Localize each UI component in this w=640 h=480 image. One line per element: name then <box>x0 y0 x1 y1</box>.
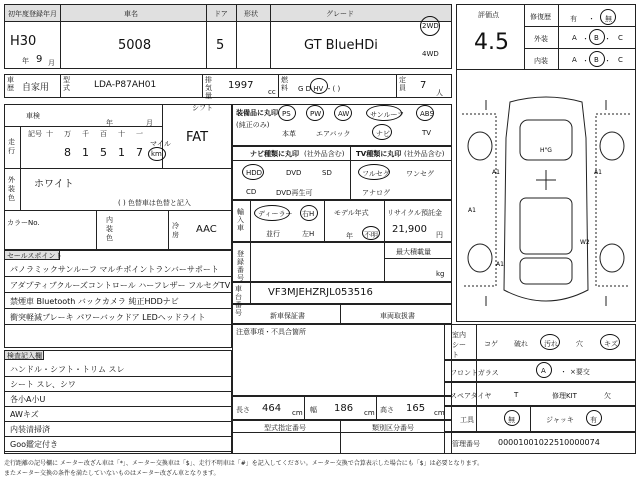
model-year-unit: 年 <box>346 232 353 240</box>
footer-line2: またメーター交換の条件を満たしていないものはメーター改ざん車となります。 <box>4 470 220 477</box>
diagram-mark-1: A1 <box>492 169 500 176</box>
front-glass-a: A <box>541 367 546 375</box>
import-parallel: 並行 <box>266 230 280 238</box>
model-code: LDA-P87AH01 <box>94 80 157 90</box>
displacement-unit: cc <box>268 88 276 96</box>
height-unit: cm <box>434 409 445 417</box>
score-value: 4.5 <box>474 30 509 55</box>
selling-point-line: パノラミックサンルーフ マルチポイントランバーサポート <box>10 265 219 274</box>
front-glass-sep: ・ <box>560 368 567 376</box>
interior-color-label: 内装色 <box>106 216 113 242</box>
selling-point-rule <box>4 292 232 293</box>
odo-unit-label: 一 <box>136 130 143 138</box>
capacity-label: 定員 <box>399 76 406 92</box>
inspector-line: AWキズ <box>10 410 39 419</box>
drive-4wd: 4WD <box>422 50 439 58</box>
odo-unit-label: 十 <box>118 130 125 138</box>
width-label: 幅 <box>310 406 317 414</box>
ac-value: AAC <box>196 224 217 235</box>
inspector-rule <box>4 376 232 377</box>
odo-unit-label: 百 <box>100 130 107 138</box>
inspector-line: 内装清掃済 <box>10 425 50 434</box>
inspection-year: 年 <box>106 119 113 127</box>
odo-unit-label: 記号 <box>28 130 42 138</box>
selling-point-rule <box>4 276 232 277</box>
equip-item: 本革 <box>282 130 296 138</box>
usage: 自家用 <box>22 83 50 93</box>
footer-line1: 走行距離の記号欄に メーター改ざん車は「*」、メーター交換車は「$」、走行不明車は「#」を記入してください。メーター交換で合算表示した場合にも「$」は必要となります。 <box>4 460 484 467</box>
grade-option: B <box>594 56 599 64</box>
nav-item: DVD <box>286 169 302 177</box>
diagram-mark-4: A1 <box>496 261 504 268</box>
nav-item: CD <box>246 188 257 196</box>
model-code-label: 型式 <box>63 76 70 92</box>
repair-yes: 有 <box>570 15 577 23</box>
odo-digit: 8 <box>64 146 71 159</box>
odo-unit-label: 十 <box>46 130 53 138</box>
manual-label: 車両取扱書 <box>380 312 415 320</box>
score-label: 評価点 <box>478 11 499 19</box>
tools-none: 無 <box>508 416 515 424</box>
year-era: H30 <box>10 34 37 49</box>
chassis-label: 車台番号 <box>235 285 242 317</box>
equip-item: ABS <box>420 110 434 118</box>
odo-digit: 5 <box>100 146 107 159</box>
diagram-mark-3: A1 <box>468 207 476 214</box>
odo-digit: 1 <box>118 146 125 159</box>
shift-label: シフト <box>192 104 213 112</box>
tv-item: フルセグ <box>362 170 390 178</box>
length-label: 長さ <box>236 406 250 414</box>
odo-digit: 7 <box>136 146 143 159</box>
seat-option: キズ <box>604 340 618 348</box>
spare-tire-label: スペアタイヤ <box>450 392 492 400</box>
selling-point-line: 禁煙車 Bluetooth バックカメラ 純正HDDナビ <box>10 297 179 306</box>
diagram-mark-2: A1 <box>594 169 602 176</box>
mgmt-value: 00001001022510000074 <box>498 438 600 447</box>
door-label: ドア <box>214 10 228 18</box>
tv-item: ワンセグ <box>406 170 434 178</box>
selling-point-rule <box>4 308 232 309</box>
nav-note: (社外品含む) <box>304 150 345 158</box>
inspector-rule <box>4 421 232 422</box>
equip-item: TV <box>422 129 432 137</box>
inspector-label: 検査記入欄 <box>7 352 42 360</box>
header-row <box>4 4 452 22</box>
grade-label: グレード <box>326 10 354 18</box>
inspector-rule <box>4 391 232 392</box>
exterior-label: 外装色 <box>8 176 15 202</box>
import-left: 左H <box>302 230 315 238</box>
jack-yes: 有 <box>590 416 597 424</box>
fuel-label: 燃料 <box>281 76 288 92</box>
recycle-label: リサイクル預託金 <box>387 209 443 217</box>
grade-option: A <box>572 34 577 42</box>
grade-option: B <box>594 34 599 42</box>
model-year-label: モデル年式 <box>334 209 369 217</box>
seat-option: 汚れ <box>544 340 558 348</box>
shift-value: FAT <box>186 130 209 145</box>
odo-digit: 1 <box>82 146 89 159</box>
recycle-value: 21,900 <box>392 224 427 235</box>
nav-title: ナビ種類に丸印 <box>250 150 299 158</box>
equipment-note: (純正のみ) <box>236 121 270 129</box>
repair-no: 無 <box>605 15 612 23</box>
grade-sep: ・ <box>582 35 589 43</box>
model-year-unknown: 不明 <box>364 231 378 239</box>
fuel-diesel-circle <box>310 78 328 94</box>
mgmt-label: 管理番号 <box>452 440 480 448</box>
tv-item: アナログ <box>362 189 390 197</box>
recycle-unit: 円 <box>436 231 443 239</box>
tv-title: TV種類に丸印 <box>356 150 402 158</box>
odo-unit-label: 万 <box>64 130 71 138</box>
tv-note: (社外品含む) <box>404 150 445 158</box>
ac-label: 冷房 <box>172 222 179 239</box>
exterior-color: ホワイト <box>34 179 74 190</box>
diagram-mark-w2: W2 <box>580 239 590 246</box>
door-count: 5 <box>216 38 225 53</box>
inspection-label: 車検 <box>26 112 40 120</box>
year-sep: 年 <box>22 57 29 65</box>
front-glass-label: フロントガラス <box>450 369 499 377</box>
month-unit: 月 <box>48 59 55 67</box>
inspection-month: 月 <box>146 119 153 127</box>
tools-label: 工具 <box>460 416 474 424</box>
seat-option: コゲ <box>484 340 498 348</box>
seat-option: 破れ <box>514 340 528 348</box>
inspector-line: シート スレ、シワ <box>10 380 76 389</box>
nav-item: DVD再生可 <box>276 189 313 197</box>
grade-option: A <box>572 56 577 64</box>
equip-item: AW <box>338 110 350 118</box>
equipment-title: 装備品に丸印 <box>236 109 278 117</box>
equip-item: PW <box>310 110 322 118</box>
grade-sep: ・ <box>582 57 589 65</box>
chassis-value: VF3MJEHZRJL053516 <box>268 287 373 298</box>
notes-label: 注意事項・不具合箇所 <box>236 328 306 336</box>
selling-point-line: アダプティブクルーズコントロール ハーフレザー フルセグTV <box>10 281 231 290</box>
drive-2wd: 2WD <box>422 22 439 30</box>
width-unit: cm <box>364 409 375 417</box>
exterior-note: ( ) 色替車は色替と記入 <box>118 199 191 207</box>
warranty-block <box>232 304 452 324</box>
selling-point-line: 衝突軽減ブレーキ パワーバックドア LEDヘッドライト <box>10 313 206 322</box>
capacity: 7 <box>420 80 427 91</box>
class-no-label: 類別区分番号 <box>372 424 414 432</box>
repair-dot: ・ <box>588 15 595 23</box>
load-unit: kg <box>436 270 445 278</box>
spare-none: 欠 <box>604 392 611 400</box>
equip-item: エアバック <box>316 130 351 138</box>
grade-sep: ・ <box>604 35 611 43</box>
color-no-label: カラーNo. <box>7 219 40 227</box>
inspector-line: 各小A小U <box>10 395 46 404</box>
spare-kit: 修理KIT <box>552 392 577 400</box>
shape-label: 形状 <box>244 10 258 18</box>
fuel-options: G D HV ・( ) <box>298 85 341 93</box>
mileage-label: 走行 <box>8 138 15 155</box>
first-reg-label: 初年度登録年月 <box>8 10 57 18</box>
front-glass-x: ×要交 <box>570 368 590 376</box>
reg-no-label: 登録番号 <box>237 250 244 282</box>
grade-option: C <box>618 56 623 64</box>
height-value: 165 <box>406 403 426 414</box>
nav-item: HDD <box>246 169 263 177</box>
usage-label: 車歴 <box>7 76 14 92</box>
int-label: 内装 <box>534 57 548 65</box>
length-value: 464 <box>262 403 282 414</box>
equip-item: PS <box>282 110 291 118</box>
inspector-rule <box>4 436 232 437</box>
equip-item: サンルーフ <box>370 111 405 119</box>
first-reg-month: 9 <box>36 54 43 65</box>
grade-sep: ・ <box>604 57 611 65</box>
ext-label: 外装 <box>534 35 548 43</box>
diagram-mark-hg: H"G <box>540 147 552 154</box>
km-label: km <box>151 150 162 158</box>
interior-seat-label: 室内シート <box>452 331 466 359</box>
selling-points-label: セールスポイント <box>7 252 63 260</box>
odo-unit-label: 千 <box>82 130 89 138</box>
selling-point-rule <box>4 324 232 325</box>
model-name: 5008 <box>118 38 152 53</box>
spare-t: T <box>514 391 519 399</box>
inspector-line: ハンドル・シフト・トリム スレ <box>10 365 125 374</box>
equip-item: ナビ <box>376 130 390 138</box>
repair-label: 修復歴 <box>530 13 551 21</box>
import-label: 輸入車 <box>237 208 244 232</box>
length-unit: cm <box>292 409 303 417</box>
import-dealer: ディーラー <box>258 210 293 218</box>
seat-option: 穴 <box>576 340 583 348</box>
import-right: 右H <box>302 210 315 218</box>
mile-label: マイル <box>150 140 171 148</box>
width-value: 186 <box>334 403 354 414</box>
model-name-label: 車名 <box>124 10 138 18</box>
jack-label: ジャッキ <box>546 416 574 424</box>
warranty-label: 新車保証書 <box>270 312 305 320</box>
inspector-rule <box>4 451 232 452</box>
load-label: 最大積載量 <box>396 248 431 256</box>
inspector-line: Goo鑑定付き <box>10 440 58 449</box>
car-diagram <box>456 90 636 316</box>
grade-value: GT BlueHDi <box>304 38 378 53</box>
type-no-label: 型式指定番号 <box>264 424 306 432</box>
grade-option: C <box>618 34 623 42</box>
displacement: 1997 <box>228 80 254 91</box>
capacity-unit: 人 <box>436 89 443 97</box>
height-label: 高さ <box>380 406 394 414</box>
main-values-row <box>4 21 452 69</box>
nav-item: SD <box>322 169 332 177</box>
displacement-label: 排気量 <box>205 76 212 100</box>
inspector-rule <box>4 406 232 407</box>
